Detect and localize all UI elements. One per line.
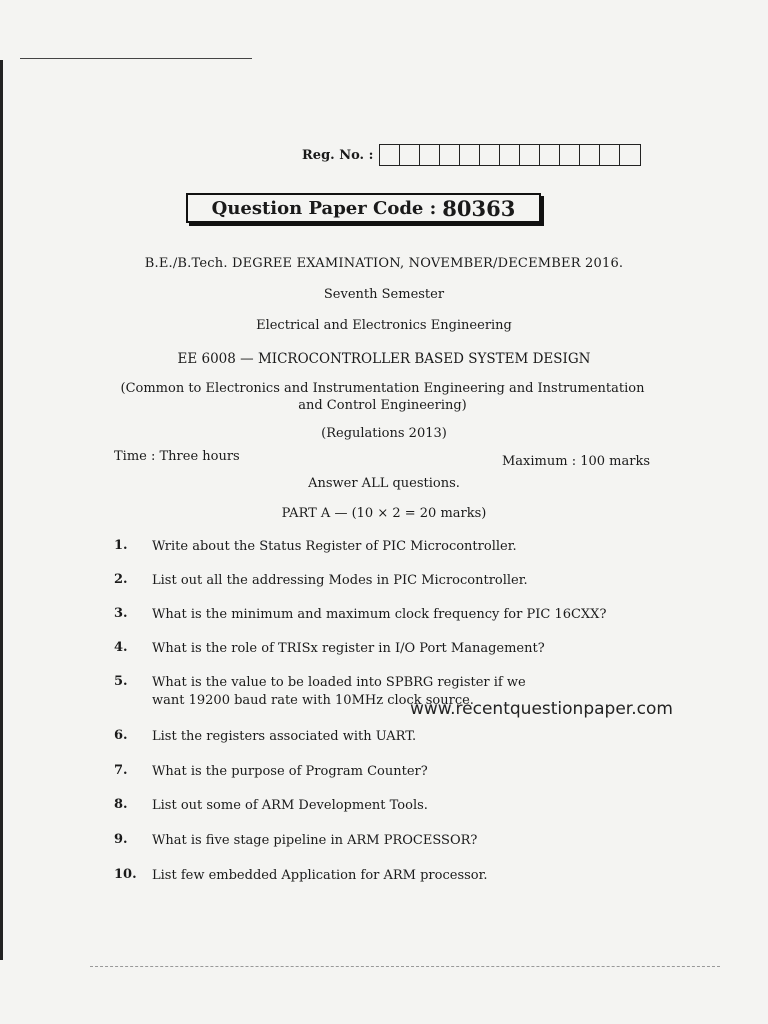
watermark-url: www.recentquestionpaper.com: [410, 699, 673, 719]
question-item: [114, 572, 632, 590]
question-number: 3.: [114, 606, 128, 621]
reg-no-box: [620, 145, 640, 165]
question-item: [114, 640, 632, 658]
question-text: List few embedded Application for ARM processor.: [152, 868, 488, 883]
question-number: 1.: [114, 538, 128, 553]
question-number: 10.: [114, 867, 137, 882]
reg-no-boxes: [379, 144, 641, 166]
question-text: What is the purpose of Program Counter?: [152, 764, 428, 779]
subject-title: EE 6008 — MICROCONTROLLER BASED SYSTEM DESIGN: [177, 351, 591, 367]
reg-no: [302, 144, 641, 166]
reg-no-box: [400, 145, 420, 165]
reg-no-box: [380, 145, 400, 165]
reg-no-box: [520, 145, 540, 165]
question-text: What is the role of TRISx register in I/O Port Management?: [152, 641, 545, 656]
reg-no-box: [420, 145, 440, 165]
question-item: [114, 832, 632, 850]
reg-no-box: [480, 145, 500, 165]
degree-title: B.E./B.Tech. DEGREE EXAMINATION, NOVEMBER/DECEMBER 2016.: [144, 256, 624, 271]
bottom-rule: [90, 966, 720, 968]
reg-no-label: Reg. No. :: [302, 147, 374, 163]
reg-no-box: [440, 145, 460, 165]
code-label: Question Paper Code :: [211, 197, 437, 219]
question-number: 7.: [114, 763, 128, 778]
question-text: List out some of ARM Development Tools.: [152, 798, 428, 813]
top-rule: [20, 58, 252, 59]
part-a-heading: PART A — (10 × 2 = 20 marks): [281, 506, 487, 521]
reg-no-box: [560, 145, 580, 165]
reg-no-box: [600, 145, 620, 165]
question-number: 2.: [114, 572, 128, 587]
question-text: What is the minimum and maximum clock frequency for PIC 16CXX?: [152, 607, 607, 622]
time-allowed: Time : Three hours: [114, 449, 240, 464]
instruction: Answer ALL questions.: [308, 476, 460, 491]
maximum-marks: Maximum : 100 marks: [502, 454, 651, 469]
question-item: [114, 606, 632, 624]
common-to: (Common to Electronics and Instrumentation Engineering and Instrumentation and Control Engineering): [120, 381, 645, 413]
question-item: [114, 867, 632, 885]
question-item: [114, 797, 632, 815]
question-item: [114, 728, 632, 746]
reg-no-box: [580, 145, 600, 165]
reg-no-box: [540, 145, 560, 165]
question-paper-code-box: [186, 193, 541, 223]
question-text: List the registers associated with UART.: [152, 729, 417, 744]
question-number: 9.: [114, 832, 128, 847]
semester: Seventh Semester: [323, 287, 445, 302]
question-text: What is five stage pipeline in ARM PROCESSOR?: [152, 833, 478, 848]
question-text: Write about the Status Register of PIC Microcontroller.: [152, 539, 517, 554]
question-item: [114, 538, 632, 556]
regulations: (Regulations 2013): [321, 426, 447, 441]
question-number: 4.: [114, 640, 128, 655]
question-text: List out all the addressing Modes in PIC Microcontroller.: [152, 573, 528, 588]
department: Electrical and Electronics Engineering: [256, 318, 512, 333]
question-item: [114, 763, 632, 781]
reg-no-box: [460, 145, 480, 165]
question-number: 6.: [114, 728, 128, 743]
code-number: 80363: [442, 195, 516, 221]
reg-no-box: [500, 145, 520, 165]
question-text: What is the value to be loaded into SPBRG register if we want 19200 baud rate with 10MHz clock source.: [152, 675, 526, 708]
question-number: 8.: [114, 797, 128, 812]
question-number: 5.: [114, 674, 128, 689]
